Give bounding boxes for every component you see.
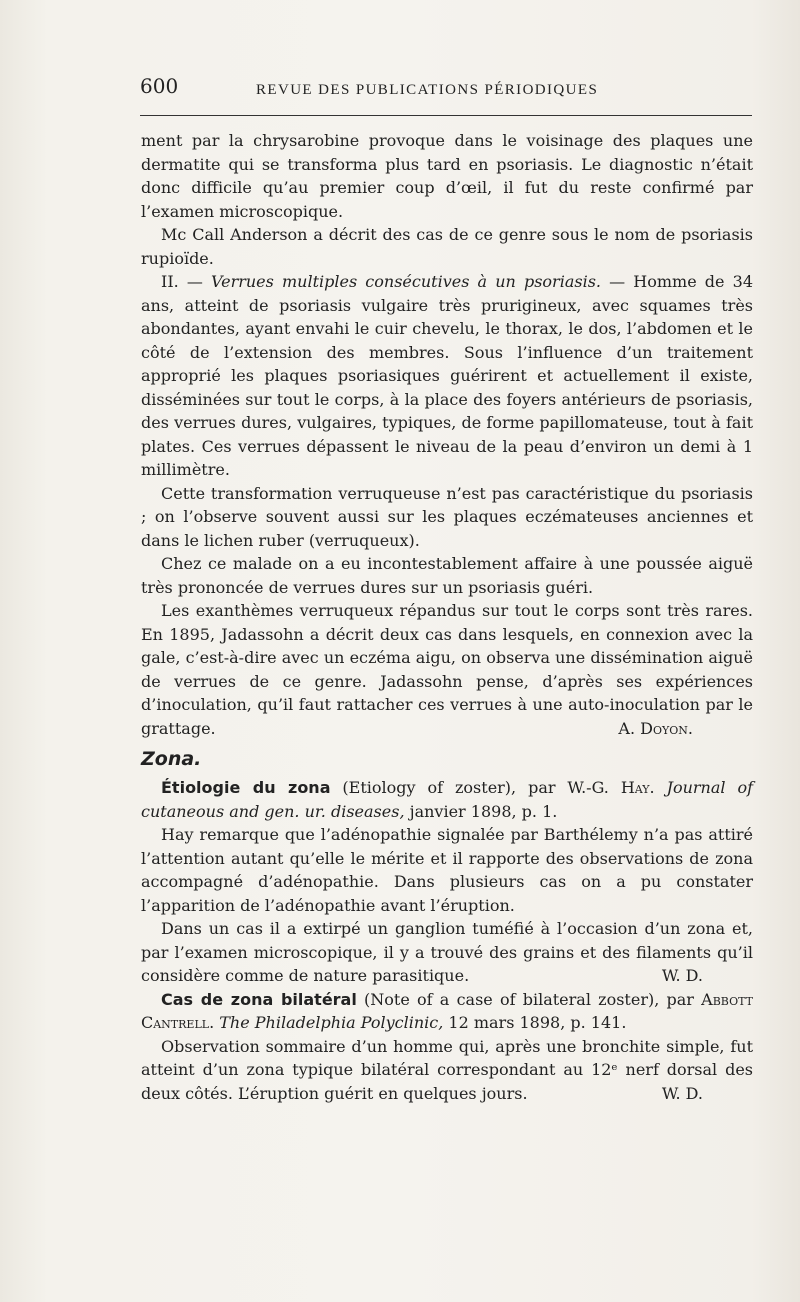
paragraph-2: Mc Call Anderson a décrit des cas de ce genre sous le nom de psoriasis rupioïde. [141, 225, 753, 268]
article-2-author: Abbott Cantrell. [141, 989, 753, 1032]
header-rule [140, 115, 752, 116]
article-1-date: janvier 1898, p. 1. [404, 801, 558, 821]
article-1-paragraph-2 [141, 917, 753, 988]
running-title: REVUE DES PUBLICATIONS PÉRIODIQUES [256, 82, 599, 98]
paragraph-4: Cette transformation verruqueuse n’est pas caractéristique du psoriasis ; on l’observe souvent aussi sur les plaques eczémateuses anciennes et dans le lichen ruber (verruqueux). [141, 483, 753, 550]
case-text: — Homme de 34 ans, atteint de psoriasis vulgaire très prurigineux, avec squames très abondantes, ayant envahi le cuir chevelu, le thorax, le dos, l’abdomen et le côté de l’extension des membres. Sous l’influence d’un traitement approprié les plaques psoriasiques guérirent et actuellement il existe, disséminées sur tout le corps, à la place des foyers antérieurs de psoriasis, des verrues dures, vulgaires, typiques, de forme papillomateuse, tout à fait plates. Ces verrues dépassent le niveau de la peau d’environ un demi à 1 millimètre. [141, 272, 754, 479]
article-2-ref: (Note of a case of bilateral zoster), par [356, 989, 702, 1009]
paragraph-1: ment par la chrysarobine provoque dans le voisinage des plaques une dermatite qui se transforma plus tard en psoriasis. Le diagnostic n’était donc difficile qu’au premier coup d’œil, il fut du reste confirmé par l’examen microscopique. [141, 131, 753, 221]
article-1-ref: (Etiology of zoster), par W.-G. [330, 778, 621, 797]
article-2-heading [141, 988, 753, 1035]
article-1-author: Hay. [620, 778, 655, 797]
article-2-title: Cas de zona bilatéral [161, 989, 357, 1009]
page-header [140, 74, 752, 114]
article-1-journal: Journal of cutaneous and gen. ur. diseases, [141, 778, 754, 821]
case-title: Verrues multiples consécutives à un psoriasis. [211, 272, 601, 291]
article-1-paragraph-2-text: Dans un cas il a extirpé un ganglion tuméfié à l’occasion d’un zona et, par l’examen microscopique, il y a trouvé des grains et des filaments qu’il considère comme de nature parasitique. [141, 919, 753, 985]
article-body [141, 129, 753, 1105]
article-2-date: 12 mars 1898, p. 141. [443, 1013, 627, 1032]
article-1-title: Étiologie du zona [161, 778, 331, 797]
article-2-journal: The Philadelphia Polyclinic, [214, 1013, 444, 1032]
signature-wd-1: W. D. [661, 966, 703, 985]
paragraph-5: Chez ce malade on a eu incontestablement affaire à une poussée aiguë très prononcée de verrues dures sur un psoriasis guéri. [141, 554, 753, 597]
signature-wd-2: W. D. [661, 1083, 703, 1103]
article-2-paragraph-1 [141, 1035, 753, 1106]
paragraph-6-text: Les exanthèmes verruqueux répandus sur tout le corps sont très rares. En 1895, Jadassohn a décrit deux cas dans lesquels, en connexion avec la gale, c’est-à-dire avec un eczéma aigu, on observa une dissémination aiguë de verrues de ce genre. Jadassohn pense, d’après ses expériences d’inoculation, qu’il faut rattacher ces verrues à une auto-inoculation par le grattage. [141, 601, 753, 738]
paragraph-6 [141, 599, 753, 740]
page-number: 600 [140, 74, 179, 98]
article-2-paragraph-1-text: Observation sommaire d’un homme qui, après une bronchite simple, fut atteint d’un zona typique bilatéral correspondant au 12ᵉ nerf dorsal des deux côtés. L’éruption guérit en quelques jours. [141, 1036, 753, 1103]
signature-doyon: A. Doyon. [618, 718, 693, 738]
case-number: II. — [161, 272, 212, 291]
section-title-zona: Zona. [141, 748, 202, 770]
article-1-paragraph-1: Hay remarque que l’adénopathie signalée par Barthélemy n’a pas attiré l’attention autant qu’elle le mérite et il rapporte des observations de zona accompagné d’adénopathie. Dans plusieurs cas on a pu constater l’apparition de l’adénopathie avant l’éruption. [141, 825, 753, 915]
paragraph-3 [141, 270, 753, 482]
article-1-heading [141, 776, 753, 823]
